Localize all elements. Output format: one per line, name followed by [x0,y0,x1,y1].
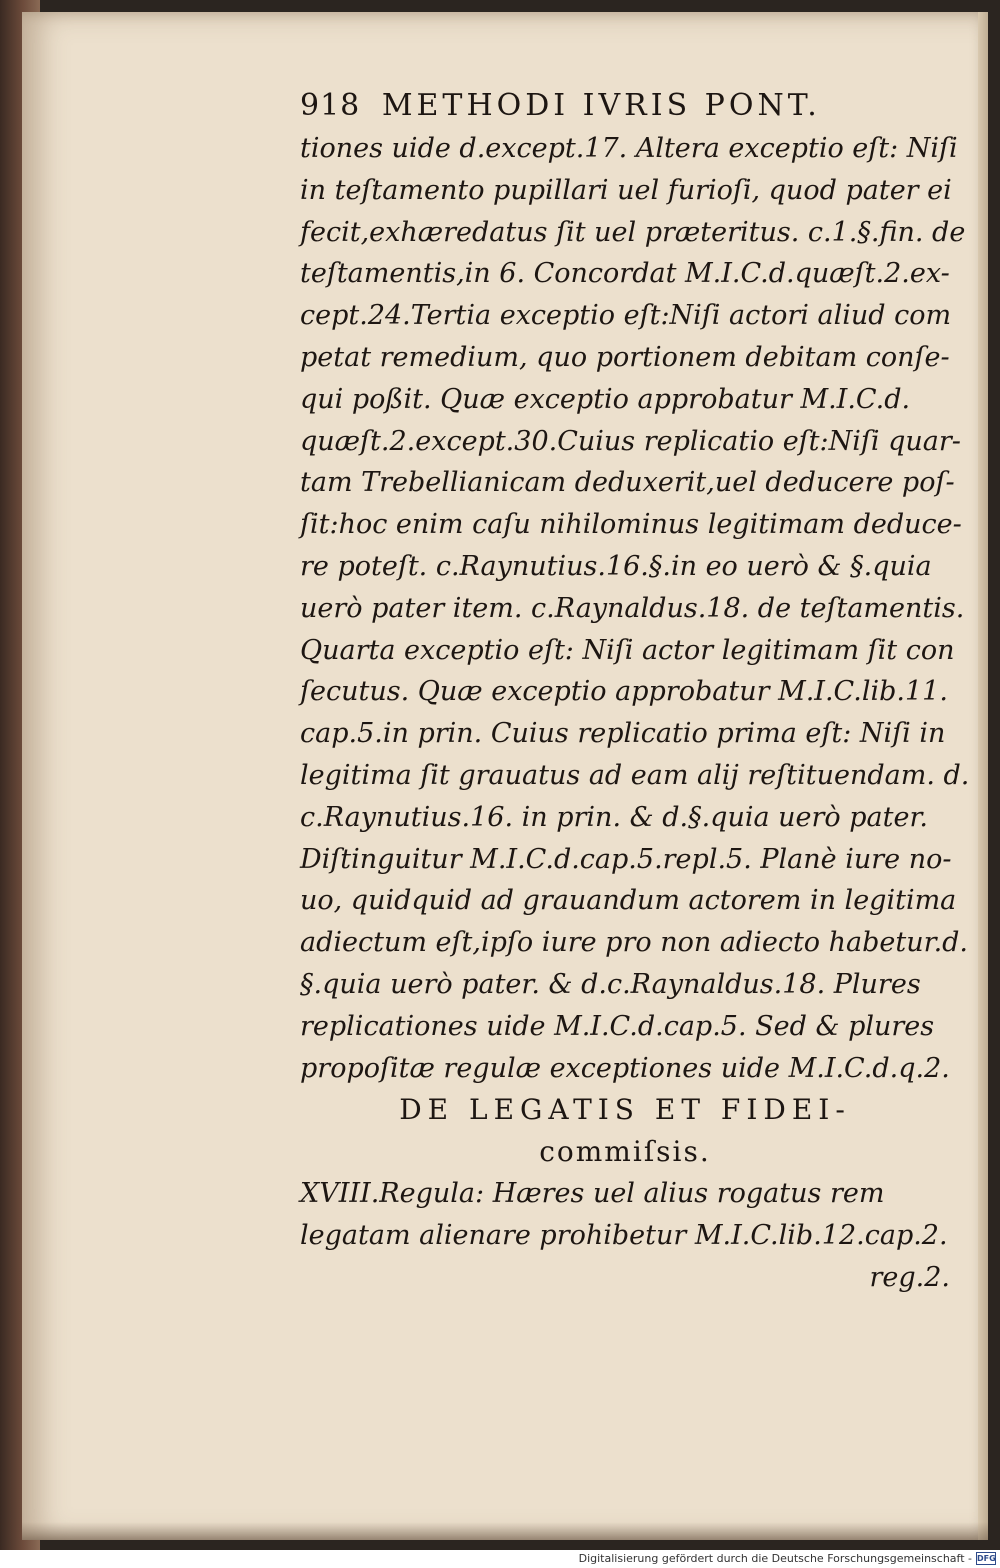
text-line: fecit,exhæredatus ſit uel præteritus. c.1.§.fin. de [300,216,966,248]
text-line: replicationes uide M.I.C.d.cap.5. Sed & plures [300,1010,935,1042]
text-line: propoſitæ regulæ exceptiones uide M.I.C.d.q.2. [300,1052,950,1084]
text-line: tam Trebellianicam deduxerit,uel deducere poſ- [300,467,955,499]
text-line: c.Raynutius.16. in prin. & d.§.quia uerò pater. [300,801,929,833]
text-line: Quarta exceptio eſt: Niſi actor legitimam ſit con [300,634,955,666]
dfg-logo-icon: DFG [977,1554,996,1563]
page-number: 918 [300,88,361,123]
text-line: legitima ſit grauatus ad eam alij reſtituendam. d. [300,759,970,791]
section-heading: DE LEGATIS ET FIDEI- [399,1093,851,1127]
text-line: cept.24.Tertia exceptio eſt:Niſi actori aliud com [300,300,952,332]
running-head [300,84,950,128]
text-line: adiectum eſt,ipſo iure pro non adiecto habetur.d. [300,927,969,959]
digitization-footer [0,1550,1000,1568]
catchword: reg.2. [869,1261,950,1293]
rule-line: legatam alienare prohibetur M.I.C.lib.12.cap.2. [300,1220,948,1252]
text-line: re poteſt. c.Raynutius.16.§.in eo uerò & §.quia [300,550,932,582]
section-heading-continued: commiſsis. [539,1135,711,1169]
text-line: ſecutus. Quæ exceptio approbatur M.I.C.lib.11. [300,676,948,708]
running-title: METHODI IVRIS PONT. [381,88,821,123]
text-line: qui poßit. Quæ exceptio approbatur M.I.C.d. [300,383,911,415]
page-foot-shadow [22,1522,988,1540]
text-line: petat remedium, quo portionem debitam conſe- [300,341,950,373]
text-line: quæſt.2.except.30.Cuius replicatio eſt:Niſi quar- [300,425,961,457]
text-line: ſit:hoc enim caſu nihilominus legitimam deduce- [300,509,962,541]
text-line: uerò pater item. c.Raynaldus.18. de teſtamentis. [300,592,965,624]
text-line: tiones uide d.except.17. Altera exceptio eſt: Niſi [300,133,958,164]
text-line: teſtamentis,in 6. Concordat M.I.C.d.quæſt.2.ex- [300,258,950,290]
page-edge-shadow [978,12,988,1540]
text-line: cap.5.in prin. Cuius replicatio prima eſt: Niſi in [300,718,946,750]
text-line: uo, quidquid ad grauandum actorem in legitima [300,885,957,917]
funding-credit: Digitalisierung gefördert durch die Deutsche Forschungsgemeinschaft - [578,1552,972,1565]
text-line: in teſtamento pupillari uel furioſi, quod pater ei [300,174,952,206]
text-line: Diſtinguitur M.I.C.d.cap.5.repl.5. Planè iure no- [300,843,952,875]
text-line: §.quia uerò pater. & d.c.Raynaldus.18. Plures [300,968,921,1000]
rule-line: XVIII.Regula: Hæres uel alius rogatus rem [300,1178,885,1210]
text-block [300,84,970,1299]
